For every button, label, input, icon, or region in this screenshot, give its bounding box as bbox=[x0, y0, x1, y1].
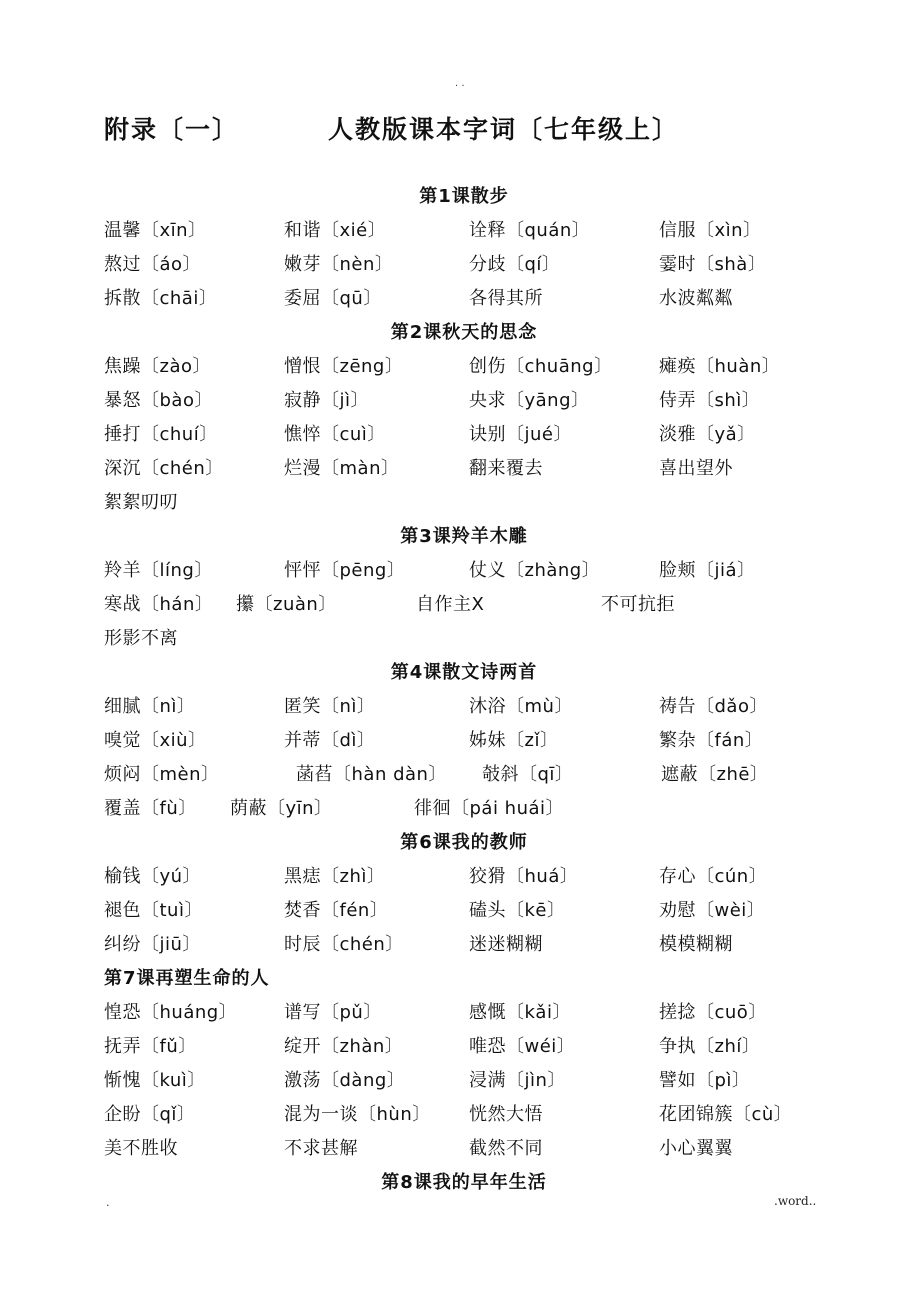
vocab-entry: 攥〔zuàn〕 bbox=[236, 594, 337, 615]
vocab-entry: 焚香〔fén〕 bbox=[284, 900, 389, 921]
vocab-entry: 争执〔zhí〕 bbox=[659, 1036, 761, 1057]
vocab-entry: 憔悴〔cuì〕 bbox=[284, 424, 386, 445]
vocab-row bbox=[104, 1132, 824, 1166]
vocab-entry: 花团锦簇〔cù〕 bbox=[659, 1104, 793, 1125]
vocab-row bbox=[104, 690, 824, 724]
vocab-entry: 美不胜收 bbox=[104, 1138, 178, 1159]
vocab-entry: 创伤〔chuāng〕 bbox=[469, 356, 613, 377]
vocab-entry: 激荡〔dàng〕 bbox=[284, 1070, 406, 1091]
vocab-row bbox=[104, 860, 824, 894]
vocab-row bbox=[104, 1098, 824, 1132]
vocab-row bbox=[104, 282, 824, 316]
vocab-entry: 不可抗拒 bbox=[601, 594, 675, 615]
vocab-entry: 自作主X bbox=[416, 594, 485, 615]
vocab-entry: 羚羊〔líng〕 bbox=[104, 560, 213, 581]
vocab-entry: 混为一谈〔hùn〕 bbox=[284, 1104, 431, 1125]
vocab-entry: 瘫痪〔huàn〕 bbox=[659, 356, 781, 377]
title-main: 人教版课本字词〔七年级上〕 bbox=[328, 115, 680, 144]
vocab-entry: 寒战〔hán〕 bbox=[104, 594, 214, 615]
vocab-entry: 浸满〔jìn〕 bbox=[469, 1070, 566, 1091]
header-dots: . . bbox=[455, 78, 465, 89]
vocab-row bbox=[104, 350, 824, 384]
vocab-entry: 荫蔽〔yīn〕 bbox=[230, 798, 333, 819]
vocab-entry: 截然不同 bbox=[469, 1138, 543, 1159]
vocab-entry: 暴怒〔bào〕 bbox=[104, 390, 213, 411]
vocab-entry: 拆散〔chāi〕 bbox=[104, 288, 218, 309]
footer-left-mark: . bbox=[106, 1196, 110, 1209]
vocab-entry: 委屈〔qū〕 bbox=[284, 288, 382, 309]
vocab-entry: 惭愧〔kuì〕 bbox=[104, 1070, 206, 1091]
lesson-heading: 第3课羚羊木雕 bbox=[400, 526, 528, 547]
vocab-entry: 绽开〔zhàn〕 bbox=[284, 1036, 404, 1057]
vocab-entry: 迷迷糊糊 bbox=[469, 934, 543, 955]
vocab-entry: 沐浴〔mù〕 bbox=[469, 696, 573, 717]
vocab-entry: 温馨〔xīn〕 bbox=[104, 220, 207, 241]
footer-right-mark: .word.. bbox=[774, 1194, 817, 1208]
vocab-entry: 惶恐〔huáng〕 bbox=[104, 1002, 238, 1023]
vocab-entry: 侍弄〔shì〕 bbox=[659, 390, 761, 411]
page-title bbox=[104, 110, 824, 150]
vocab-row bbox=[104, 622, 824, 656]
vocab-entry: 烂漫〔màn〕 bbox=[284, 458, 400, 479]
vocab-entry: 诠释〔quán〕 bbox=[469, 220, 591, 241]
vocab-row bbox=[104, 1030, 824, 1064]
vocab-row bbox=[104, 452, 824, 486]
vocab-row bbox=[104, 554, 824, 588]
vocab-entry: 菡萏〔hàn dàn〕 bbox=[296, 764, 447, 785]
vocab-entry: 褪色〔tuì〕 bbox=[104, 900, 203, 921]
vocab-row bbox=[104, 996, 824, 1030]
vocab-entry: 模模糊糊 bbox=[659, 934, 733, 955]
vocab-entry: 和谐〔xié〕 bbox=[284, 220, 387, 241]
vocab-entry: 遮蔽〔zhē〕 bbox=[661, 764, 769, 785]
vocabulary-list bbox=[104, 180, 824, 1200]
vocab-row bbox=[104, 1064, 824, 1098]
vocab-row bbox=[104, 418, 824, 452]
vocab-entry: 嫩芽〔nèn〕 bbox=[284, 254, 394, 275]
vocab-entry: 诀别〔jué〕 bbox=[469, 424, 572, 445]
vocab-entry: 水波粼粼 bbox=[659, 288, 733, 309]
vocab-entry: 形影不离 bbox=[104, 628, 178, 649]
vocab-entry: 喜出望外 bbox=[659, 458, 733, 479]
vocab-entry: 信服〔xìn〕 bbox=[659, 220, 762, 241]
vocab-entry: 企盼〔qǐ〕 bbox=[104, 1104, 196, 1125]
vocab-entry: 姊妹〔zǐ〕 bbox=[469, 730, 559, 751]
vocab-entry: 嗅觉〔xiù〕 bbox=[104, 730, 207, 751]
vocab-entry: 捶打〔chuí〕 bbox=[104, 424, 218, 445]
vocab-row bbox=[104, 894, 824, 928]
lesson-heading: 第7课再塑生命的人 bbox=[104, 968, 270, 989]
vocab-entry: 央求〔yāng〕 bbox=[469, 390, 590, 411]
vocab-row bbox=[104, 486, 824, 520]
vocab-entry: 寂静〔jì〕 bbox=[284, 390, 370, 411]
vocab-entry: 攲斜〔qī〕 bbox=[482, 764, 574, 785]
vocab-entry: 小心翼翼 bbox=[659, 1138, 733, 1159]
vocab-entry: 憎恨〔zēng〕 bbox=[284, 356, 404, 377]
vocab-entry: 不求甚解 bbox=[284, 1138, 358, 1159]
vocab-entry: 霎时〔shà〕 bbox=[659, 254, 767, 275]
vocab-row bbox=[104, 792, 824, 826]
vocab-entry: 纠纷〔jiū〕 bbox=[104, 934, 201, 955]
vocab-entry: 淡雅〔yǎ〕 bbox=[659, 424, 756, 445]
vocab-entry: 脸颊〔jiá〕 bbox=[659, 560, 756, 581]
lesson-heading: 第8课我的早年生活 bbox=[381, 1172, 547, 1193]
vocab-entry: 劝慰〔wèi〕 bbox=[659, 900, 766, 921]
title-appendix: 附录〔一〕 bbox=[104, 115, 240, 144]
vocab-entry: 怦怦〔pēng〕 bbox=[284, 560, 406, 581]
vocab-entry: 焦躁〔zào〕 bbox=[104, 356, 211, 377]
vocab-entry: 各得其所 bbox=[469, 288, 543, 309]
vocab-entry: 仗义〔zhàng〕 bbox=[469, 560, 601, 581]
vocab-entry: 榆钱〔yú〕 bbox=[104, 866, 202, 887]
vocab-row bbox=[104, 928, 824, 962]
vocab-row bbox=[104, 248, 824, 282]
vocab-row bbox=[104, 724, 824, 758]
vocab-entry: 搓捻〔cuō〕 bbox=[659, 1002, 767, 1023]
vocab-entry: 并蒂〔dì〕 bbox=[284, 730, 376, 751]
vocab-entry: 狡猾〔huá〕 bbox=[469, 866, 579, 887]
vocab-row bbox=[104, 758, 824, 792]
lesson-heading: 第2课秋天的思念 bbox=[390, 322, 538, 343]
vocab-entry: 唯恐〔wéi〕 bbox=[469, 1036, 576, 1057]
vocab-entry: 抚弄〔fǔ〕 bbox=[104, 1036, 197, 1057]
vocab-entry: 深沉〔chén〕 bbox=[104, 458, 224, 479]
vocab-entry: 繁杂〔fán〕 bbox=[659, 730, 764, 751]
vocab-entry: 翻来覆去 bbox=[469, 458, 543, 479]
vocab-entry: 时辰〔chén〕 bbox=[284, 934, 404, 955]
vocab-entry: 恍然大悟 bbox=[469, 1104, 543, 1125]
vocab-entry: 絮絮叨叨 bbox=[104, 492, 178, 513]
vocab-entry: 存心〔cún〕 bbox=[659, 866, 768, 887]
vocab-entry: 祷告〔dǎo〕 bbox=[659, 696, 768, 717]
vocab-entry: 覆盖〔fù〕 bbox=[104, 798, 197, 819]
lesson-heading: 第6课我的教师 bbox=[400, 832, 528, 853]
vocab-entry: 烦闷〔mèn〕 bbox=[104, 764, 220, 785]
vocab-row bbox=[104, 384, 824, 418]
vocab-entry: 磕头〔kē〕 bbox=[469, 900, 566, 921]
vocab-entry: 熬过〔áo〕 bbox=[104, 254, 202, 275]
vocab-entry: 感慨〔kǎi〕 bbox=[469, 1002, 571, 1023]
lesson-heading: 第4课散文诗两首 bbox=[390, 662, 538, 683]
vocab-entry: 徘徊〔pái huái〕 bbox=[414, 798, 565, 819]
vocab-entry: 匿笑〔nì〕 bbox=[284, 696, 376, 717]
vocab-entry: 黑痣〔zhì〕 bbox=[284, 866, 386, 887]
vocab-row bbox=[104, 588, 824, 622]
vocab-entry: 分歧〔qí〕 bbox=[469, 254, 561, 275]
lesson-heading: 第1课散步 bbox=[419, 186, 509, 207]
vocab-entry: 细腻〔nì〕 bbox=[104, 696, 196, 717]
vocab-row bbox=[104, 214, 824, 248]
vocab-entry: 谱写〔pǔ〕 bbox=[284, 1002, 382, 1023]
vocab-entry: 譬如〔pì〕 bbox=[659, 1070, 751, 1091]
